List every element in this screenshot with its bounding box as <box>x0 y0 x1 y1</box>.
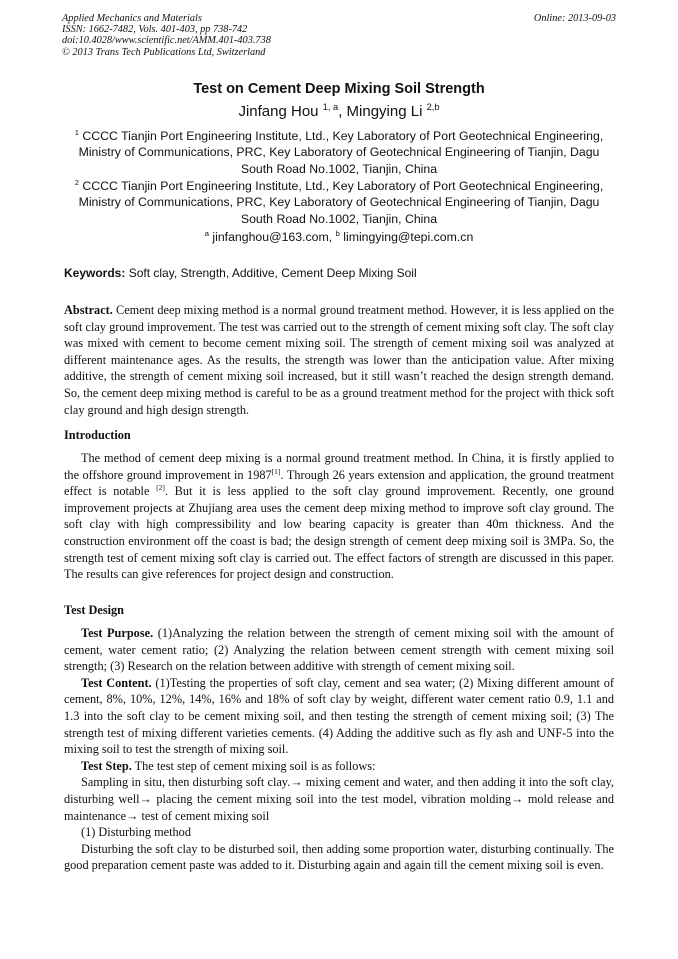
authors <box>0 103 678 120</box>
copyright: © 2013 Trans Tech Publications Ltd, Switzerland <box>62 46 266 58</box>
email-a[interactable]: jinfanghou@163.com, <box>208 230 336 244</box>
abstract <box>64 302 614 418</box>
test-purpose-label: Test Purpose. <box>81 626 154 640</box>
affiliation-2-num: 2 <box>74 177 79 187</box>
keywords-text: Soft clay, Strength, Additive, Cement Deep Mixing Soil <box>125 266 417 280</box>
paper-title: Test on Cement Deep Mixing Soil Strength <box>193 81 485 97</box>
abstract-label: Abstract. <box>64 303 113 317</box>
affiliation-1-text: CCCC Tianjin Port Engineering Institute, Ltd., Key Laboratory of Port Geotechnical Engineering, Ministry of Communications, PRC, Key Laboratory of Geotechnical Engineering of Tianjin, Dagu South Road No.1002, Tianjin, China <box>78 129 604 176</box>
affiliation-2 <box>62 178 616 227</box>
disturbing-method-text: Disturbing the soft clay to be disturbed soil, then adding some proportion water, disturbing continually. The good preparation cement paste was added to it. Disturbing again and again till the cement mixing soil is even. <box>64 841 614 873</box>
intro-text-2: . Through 26 years extension and application, the ground treatment effect is notable <box>64 467 614 499</box>
ref-1[interactable]: [1] <box>271 466 281 476</box>
online-date: Online: 2013-09-03 <box>533 13 616 24</box>
ref-2[interactable]: [2] <box>156 483 165 493</box>
test-content-label: Test Content. <box>81 675 152 690</box>
intro-text-3: . But it is less applied to the soft clay ground improvement. Recently, one ground improvement projects at Zhujiang area uses the cement deep mixing method to improve soft clay ground. The soft clay with high compressibility and low bearing capacity is greater than 40m thickness. And the construction environment off the coast is bad; the design strength of cement deep mixing soil is 3MPa. So, the strength test of cement mixing soft clay is carried out. The effect factors of strength are discussed in this paper. The results can give references for project design and construction. <box>64 484 614 582</box>
affiliation-1 <box>62 128 616 177</box>
doi: doi:10.4028/www.scientific.net/AMM.401-403.738 <box>62 35 271 47</box>
article-header <box>62 13 616 58</box>
abstract-text: Cement deep mixing method is a normal ground treatment method. However, it is less applied on the soft clay ground improvement. The test was carried out to the strength of cement mixing soft clay. The soft clay was mixed with cement to become cement mixing soil. The strength of cement mixing soil was analyzed at different maintenance ages. As the results, the strength was lower than the anticipation value. After mixing additive, the strength of cement mixing soil increased, but it still wasn’t reached the design strength demand. So, the cement deep mixing method is careful to be as a ground treatment method for the project with thick soft clay ground and high design strength. <box>64 303 614 417</box>
test-purpose-text: (1)Analyzing the relation between the strength of cement mixing soil with the amount of cement, water cement ratio; (2) Analyzing the relation between cement strength with cement mixing soil strength; (3) Research on the relation between additive with strength of cement mixing soil. <box>64 626 614 674</box>
test-step-flow: Sampling in situ, then disturbing soft clay.→ mixing cement and water, and then adding it into the soft clay, disturbing well→ placing the cement mixing soil into the test model, vibration molding→ mold release and maintenance→ test of cement mixing soil <box>64 775 614 823</box>
issn: ISSN: 1662-7482, Vols. 401-403, pp 738-742 <box>62 24 248 36</box>
author-sep: , <box>338 103 347 120</box>
test-content-text: (1)Testing the properties of soft clay, cement and sea water; (2) Mixing different amount of cement, 8%, 10%, 12%, 14%, 16% and 18% of soft clay by weight, different water cement ratio 0.9, 1.1 and 1.3 into the soft clay to be cement mixing soil, and then testing the strength of cement mixing soil; (3) The strength test of mixing different varieties cements. (4) Adding the additive such as fly ash and UNF-5 into the mixing soil to test the strength of mixing soil. <box>64 675 614 757</box>
disturbing-method-title: (1) Disturbing method <box>81 825 191 840</box>
test-design-body <box>64 625 614 874</box>
affiliation-1-num: 1 <box>74 127 79 137</box>
introduction-body <box>64 450 614 583</box>
test-step <box>64 758 614 775</box>
journal-name: Applied Mechanics and Materials <box>62 13 202 24</box>
email-b-sup: b <box>335 228 340 238</box>
test-purpose <box>64 625 614 675</box>
section-test-design: Test Design <box>64 603 125 617</box>
test-content <box>64 675 614 758</box>
test-step-text: The test step of cement mixing soil is as follows: <box>131 758 376 773</box>
keywords-label: Keywords: <box>64 266 126 280</box>
affiliation-2-text: CCCC Tianjin Port Engineering Institute, Ltd., Key Laboratory of Port Geotechnical Engineering, Ministry of Communications, PRC, Key Laboratory of Geotechnical Engineering of Tianjin, Dagu South Road No.1002, Tianjin, China <box>78 179 604 226</box>
author-2: Mingying Li <box>346 103 427 120</box>
email-b[interactable]: limingying@tepi.com.cn <box>339 230 474 244</box>
keywords <box>64 266 417 280</box>
section-introduction: Introduction <box>64 428 131 442</box>
author-1: Jinfang Hou <box>238 103 323 120</box>
test-step-label: Test Step. <box>81 758 132 773</box>
intro-text-1: The method of cement deep mixing is a normal ground treatment method. In China, it is firstly applied to the offshore ground improvement in 1987 <box>64 451 614 482</box>
author-2-sup: 2,b <box>426 102 440 112</box>
author-1-sup: 1, a <box>322 102 339 112</box>
author-emails <box>0 230 678 244</box>
email-a-sup: a <box>204 228 209 238</box>
